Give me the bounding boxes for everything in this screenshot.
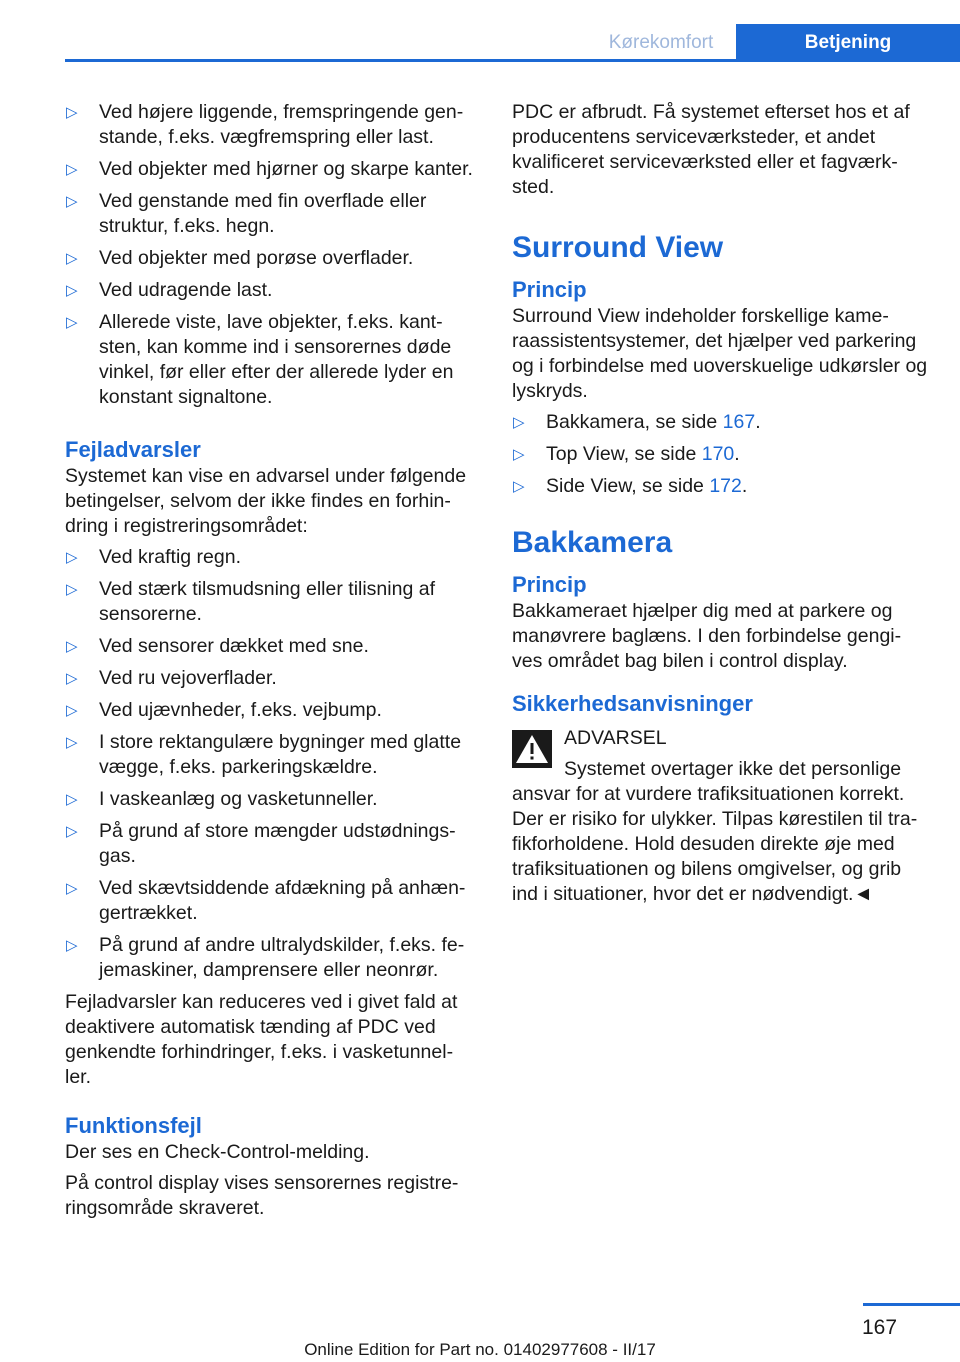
heading-fejladvarsler: Fejladvarsler — [65, 437, 201, 462]
list-item: ▷ Ved kraftig regn. — [66, 546, 242, 568]
triangle-bullet-icon: ▷ — [513, 478, 525, 495]
triangle-bullet-icon: ▷ — [66, 104, 78, 121]
list-item: ▷ I vaskeanlæg og vasketunneller. — [66, 788, 378, 810]
heading-sikkerhedsanvisninger: Sikkerhedsanvisninger — [512, 691, 753, 716]
triangle-bullet-icon: ▷ — [66, 581, 78, 598]
list-item: ▷ Side View, se side 172. — [513, 475, 748, 497]
page-number: 167 — [862, 1316, 898, 1339]
list-item: ▷ I store rektangulære bygninger med glatte vægge, f.eks. parkeringskældre. — [66, 731, 462, 778]
triangle-bullet-icon: ▷ — [66, 638, 78, 655]
list-item: ▷ Ved ru vejoverflader. — [66, 667, 277, 689]
warning-text: Systemet overtager ikke det personlige ansvar for at vurdere trafiksituationen korrekt. Der er risiko for ulykker. Tilpas kørestilen til tra- fikforholdene. Hold desuden direkte øje med trafiksituationen og bilens omgivelser, og grib ind i situationer, hvor det er nødvendigt.◄ — [512, 758, 918, 905]
triangle-bullet-icon: ▷ — [513, 414, 525, 431]
paragraph-control-display: På control display vises sensorernes registre- ringsområde skraveret. — [65, 1172, 459, 1219]
edition-note: Online Edition for Part no. 01402977608 - II/17 — [304, 1340, 656, 1359]
page-header — [65, 24, 960, 62]
list-item: ▷ Ved sensorer dækket med sne. — [66, 635, 369, 657]
paragraph-fejladvarsler: Systemet kan vise en advarsel under følgende betingelser, selvom der ikke findes en forhin- dring i registreringsområdet: — [65, 465, 467, 537]
triangle-bullet-icon: ▷ — [66, 670, 78, 687]
list-item: ▷ På grund af andre ultralydskilder, f.eks. fe- jemaskiner, damprensere eller neonrør. — [66, 934, 465, 981]
heading-bakkamera: Bakkamera — [512, 526, 673, 559]
triangle-bullet-icon: ▷ — [66, 549, 78, 566]
warning-block — [512, 726, 932, 907]
paragraph-surround-view: Surround View indeholder forskellige kame- raassistentsystemer, det hjælper ved parkering og i forbindelse med uoverskuelige udkørsler og lyskryds. — [512, 305, 928, 402]
triangle-bullet-icon: ▷ — [66, 250, 78, 267]
triangle-bullet-icon: ▷ — [66, 937, 78, 954]
right-column — [512, 100, 932, 907]
false-warning-list — [65, 545, 481, 983]
triangle-bullet-icon: ▷ — [66, 314, 78, 331]
paragraph-check-control: Der ses en Check-Control-melding. — [65, 1141, 370, 1163]
paragraph-pdc: PDC er afbrudt. Få systemet efterset hos et af producentens serviceværksteder, et andet kvalificeret serviceværksted eller et fagværk- sted. — [512, 101, 910, 198]
warning-title: ADVARSEL — [564, 727, 667, 749]
triangle-bullet-icon: ▷ — [66, 702, 78, 719]
triangle-bullet-icon: ▷ — [66, 791, 78, 808]
footer-rule — [863, 1303, 960, 1306]
list-item: ▷ Ved stærk tilsmudsning eller tilisning af sensorerne. — [66, 578, 435, 625]
list-item: ▷ Top View, se side 170. — [513, 443, 740, 465]
triangle-bullet-icon: ▷ — [66, 823, 78, 840]
list-item: ▷ Ved objekter med hjørner og skarpe kanter. — [66, 158, 473, 180]
triangle-bullet-icon: ▷ — [66, 161, 78, 178]
heading-princip: Princip — [512, 572, 587, 597]
list-item: ▷ Ved ujævnheder, f.eks. vejbump. — [66, 699, 382, 721]
reference-list — [512, 410, 932, 499]
header-rule — [65, 59, 960, 62]
list-item: ▷ På grund af store mængder udstødnings- gas. — [66, 820, 456, 867]
list-item: ▷ Bakkamera, se side 167. — [513, 411, 761, 433]
left-column — [65, 100, 481, 1227]
list-item: ▷ Ved genstande med fin overflade eller struktur, f.eks. hegn. — [66, 190, 427, 237]
page-link[interactable]: 172 — [709, 475, 742, 497]
triangle-bullet-icon: ▷ — [66, 193, 78, 210]
page-link[interactable]: 167 — [722, 411, 756, 433]
page-link[interactable]: 170 — [701, 443, 735, 465]
warning-triangle-icon — [512, 730, 552, 768]
heading-princip: Princip — [512, 277, 587, 302]
heading-surround-view: Surround View — [512, 231, 724, 264]
obstacle-list — [65, 100, 481, 410]
triangle-bullet-icon: ▷ — [66, 282, 78, 299]
list-item: ▷ Ved udragende last. — [66, 279, 273, 301]
triangle-bullet-icon: ▷ — [66, 880, 78, 897]
list-item: ▷ Ved objekter med porøse overflader. — [66, 247, 414, 269]
paragraph-bakkamera: Bakkameraet hjælper dig med at parkere og manøvrere baglæns. I den forbindelse gengi- ves området bag bilen i control display. — [512, 600, 902, 672]
paragraph-reduce: Fejladvarsler kan reduceres ved i givet fald at deaktivere automatisk tænding af PDC ved genkendte forhindringer, f.eks. i vasketunnel- ler. — [65, 991, 458, 1088]
triangle-bullet-icon: ▷ — [66, 734, 78, 751]
list-item: ▷ Ved skævtsiddende afdækning på anhæn- gertrækket. — [66, 877, 466, 924]
tab-betjening[interactable]: Betjening — [736, 24, 960, 62]
heading-funktionsfejl: Funktionsfejl — [65, 1113, 202, 1138]
tab-korekomfort[interactable]: Kørekomfort — [608, 32, 714, 53]
list-item: ▷ Ved højere liggende, fremspringende gen- stande, f.eks. vægfremspring eller last. — [66, 101, 464, 148]
list-item: ▷ Allerede viste, lave objekter, f.eks. kant- sten, kan komme ind i sensorernes døde vinkel, før eller efter der allerede lyder en konstant signaltone. — [66, 311, 454, 408]
triangle-bullet-icon: ▷ — [513, 446, 525, 463]
